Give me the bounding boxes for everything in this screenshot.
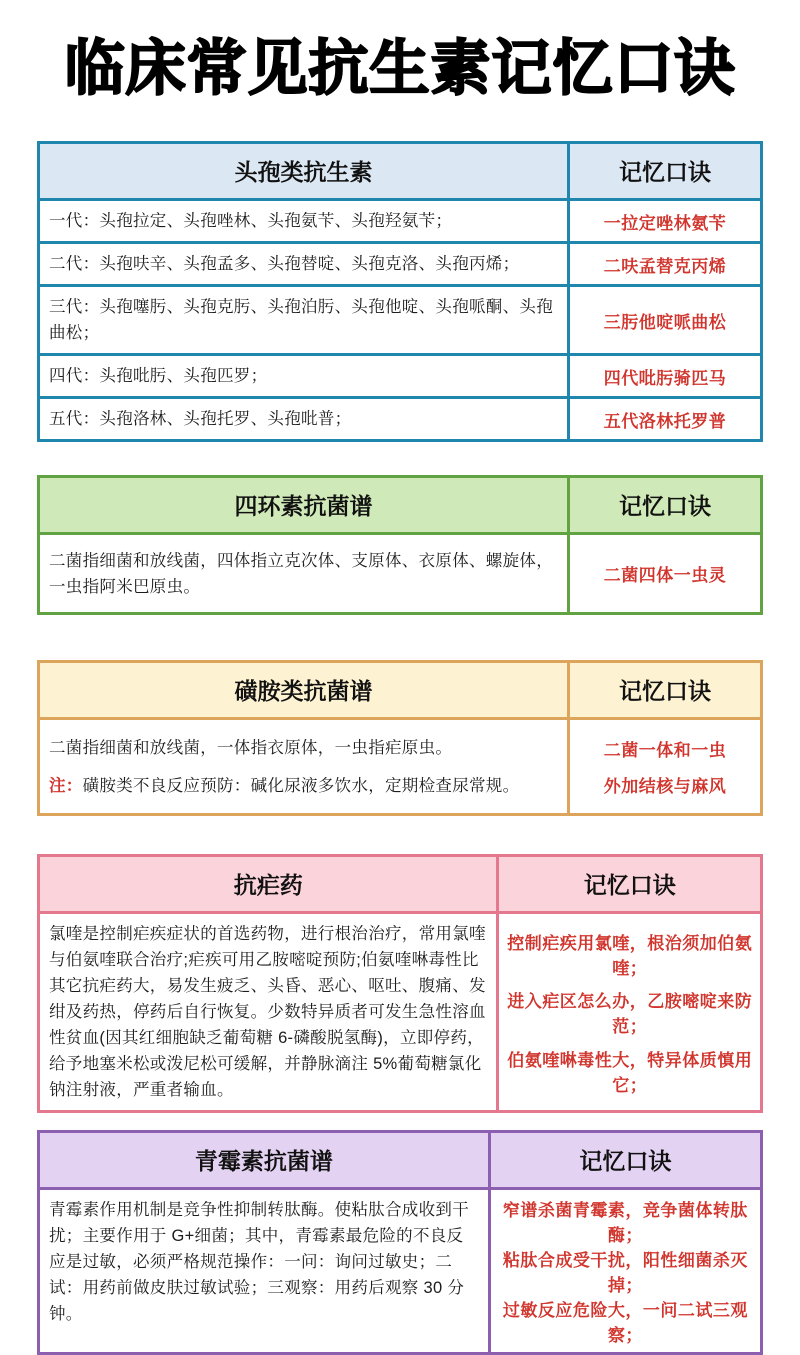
table-title-sulfonamides: 磺胺类抗菌谱 [40, 663, 567, 717]
generation-5-drugs: 五代：头孢洛林、头孢托罗、头孢吡普； [40, 396, 567, 439]
table-header-row [40, 663, 760, 717]
mnemonic-line: 二菌一体和一虫 [603, 741, 727, 761]
table-title-antimalarials: 抗疟药 [40, 857, 496, 911]
mnemonic-line: 粘肽合成受干扰，阳性细菌杀灭掉； [502, 1251, 748, 1295]
page-title: 临床常见抗生素记忆口诀 [64, 35, 736, 102]
sulfonamide-mnemonic [567, 717, 760, 813]
table-penicillin [37, 1130, 763, 1355]
mnemonic-column-header: 记忆口诀 [488, 1133, 760, 1187]
generation-4-mnemonic: 四代吡肟骑匹马 [567, 353, 760, 396]
table-antimalarials [37, 854, 763, 1113]
sulfonamide-note [49, 773, 557, 799]
table-row [40, 241, 760, 284]
table-title-cephalosporins: 头孢类抗生素 [40, 144, 567, 198]
note-label: 注： [49, 776, 83, 795]
table-row [40, 532, 760, 612]
mnemonic-line: 控制疟疾用氯喹，根治须加伯氨喹； [507, 933, 753, 978]
table-cephalosporins [37, 141, 763, 442]
antimalarial-mnemonic [496, 911, 760, 1110]
generation-2-mnemonic: 二呋孟替克丙烯 [567, 241, 760, 284]
table-tetracycline [37, 475, 763, 615]
table-row [40, 717, 760, 813]
sulfonamide-spectrum-cell [40, 717, 567, 813]
table-title-penicillin: 青霉素抗菌谱 [40, 1133, 488, 1187]
table-header-row [40, 144, 760, 198]
penicillin-mnemonic [488, 1187, 760, 1352]
generation-4-drugs: 四代：头孢吡肟、头孢匹罗； [40, 353, 567, 396]
generation-5-mnemonic: 五代洛林托罗普 [567, 396, 760, 439]
mnemonic-column-header: 记忆口诀 [567, 478, 760, 532]
mnemonic-column-header: 记忆口诀 [567, 144, 760, 198]
generation-2-drugs: 二代：头孢呋辛、头孢孟多、头孢替啶、头孢克洛、头孢丙烯； [40, 241, 567, 284]
mnemonic-column-header: 记忆口诀 [567, 663, 760, 717]
note-text: 磺胺类不良反应预防：碱化尿液多饮水，定期检查尿常规。 [82, 776, 520, 795]
table-header-row [40, 1133, 760, 1187]
tetracycline-spectrum-text: 二菌指细菌和放线菌，四体指立克次体、支原体、衣原体、螺旋体，一虫指阿米巴原虫。 [40, 532, 567, 612]
generation-3-mnemonic: 三肟他啶哌曲松 [567, 284, 760, 353]
table-row [40, 284, 760, 353]
tetracycline-mnemonic: 二菌四体一虫灵 [567, 532, 760, 612]
table-row [40, 1187, 760, 1352]
penicillin-description: 青霉素作用机制是竞争性抑制转肽酶。使粘肽合成收到干扰；主要作用于 G+细菌；其中，青霉素最危险的不良反应是过敏，必须严格规范操作：一问：询问过敏史；二试：用药前做皮肤过敏试验；三观察：用药后观察 30 分钟。 [40, 1187, 488, 1352]
table-header-row [40, 857, 760, 911]
table-header-row [40, 478, 760, 532]
sulfonamide-spectrum-text: 二菌指细菌和放线菌，一体指衣原体，一虫指疟原虫。 [49, 738, 453, 757]
antimalarial-description: 氯喹是控制疟疾症状的首选药物，进行根治治疗，常用氯喹与伯氨喹联合治疗;疟疾可用乙胺嘧啶预防;伯氨喹啉毒性比其它抗疟药大，易发生疲乏、头昏、恶心、呕吐、腹痛、发绀及药热，停药后自行恢复。少数特异质者可发生急性溶血性贫血(因其红细胞缺乏葡萄糖 6-磷酸脱氢酶)，立即停药，给予地塞米松或泼尼松可缓解，并静脉滴注 5%葡萄糖氯化钠注射液，严重者输血。 [40, 911, 496, 1110]
mnemonic-line: 进入疟区怎么办，乙胺嘧啶来防范； [507, 992, 753, 1036]
mnemonic-line: 外加结核与麻风 [603, 776, 727, 796]
generation-1-mnemonic: 一拉定唑林氨苄 [567, 198, 760, 241]
table-row [40, 396, 760, 439]
mnemonic-line: 过敏反应危险大，一问二试三观察； [502, 1301, 748, 1345]
mnemonic-column-header: 记忆口诀 [496, 857, 760, 911]
table-title-tetracycline: 四环素抗菌谱 [40, 478, 567, 532]
generation-1-drugs: 一代：头孢拉定、头孢唑林、头孢氨苄、头孢羟氨苄； [40, 198, 567, 241]
mnemonic-line: 窄谱杀菌青霉素，竞争菌体转肽酶； [502, 1201, 748, 1245]
table-row [40, 353, 760, 396]
table-row [40, 198, 760, 241]
table-row [40, 911, 760, 1110]
mnemonic-line: 伯氨喹啉毒性大，特异体质慎用它； [507, 1050, 753, 1095]
table-sulfonamides [37, 660, 763, 816]
generation-3-drugs: 三代：头孢噻肟、头孢克肟、头孢泊肟、头孢他啶、头孢哌酮、头孢曲松； [40, 284, 567, 353]
